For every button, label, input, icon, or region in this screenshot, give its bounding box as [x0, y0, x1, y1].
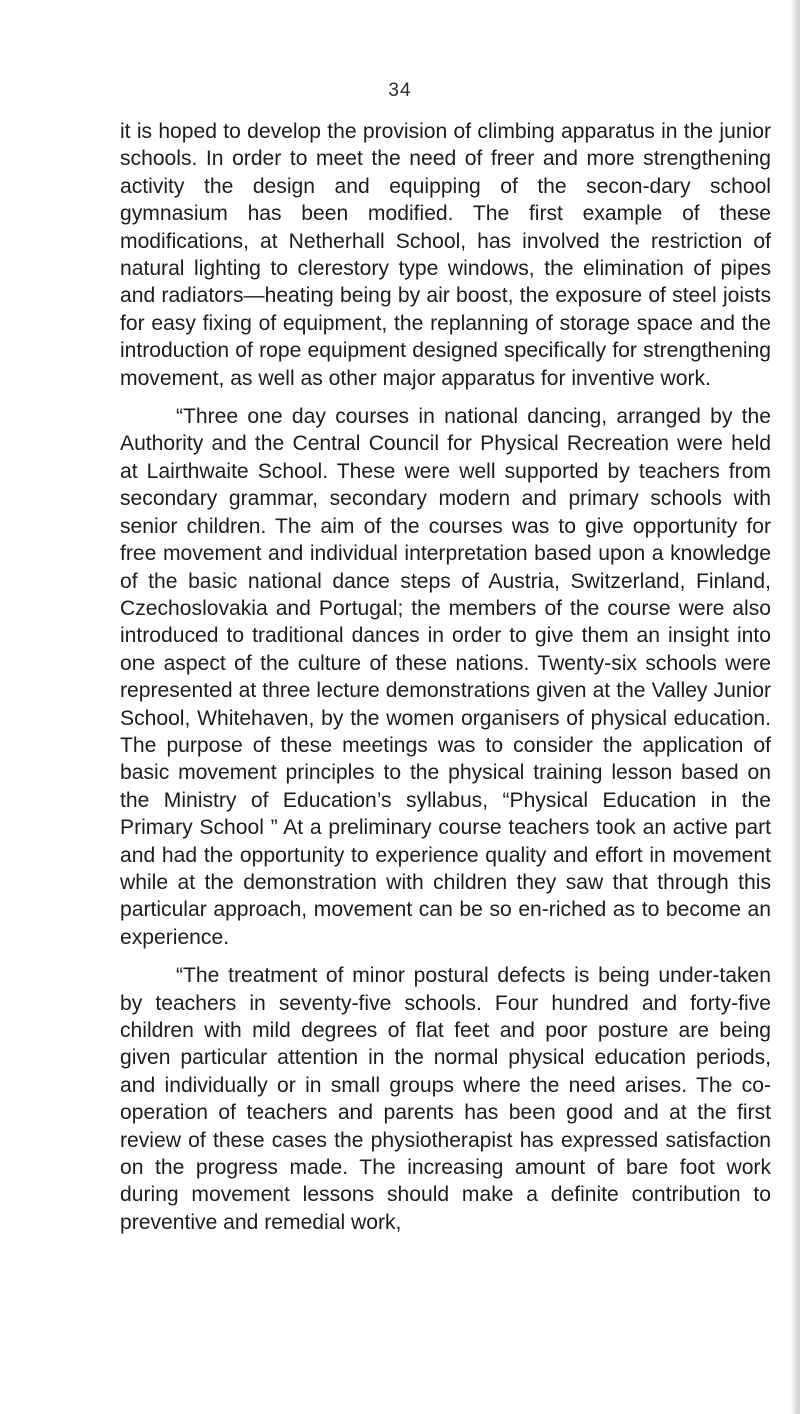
- body-text: [120, 118, 771, 1236]
- page-edge-line: [796, 0, 797, 1414]
- paragraph-postural-defects: “The treatment of minor postural defects is being under-taken by teachers in seventy-five schools. Four hundred and forty-five children with mild degrees of flat feet and poor posture are being given particular attention in the normal physical education periods, and individually or in small groups where the need arises. The co-operation of teachers and parents has been good and at the first review of these cases the physiotherapist has expressed satisfaction on the progress made. The increasing amount of bare foot work during movement lessons should make a definite contribution to preventive and remedial work,: [120, 964, 771, 1234]
- page-number: 34: [388, 80, 412, 101]
- page-edge-shadow: [790, 0, 800, 1414]
- paragraph-gymnasium: it is hoped to develop the provision of climbing apparatus in the junior schools. In order to meet the need of freer and more strengthening activity the design and equipping of the secon-dary school gymnasium has been modified. The first example of these modifications, at Netherhall School, has involved the restriction of natural lighting to clerestory type windows, the elimination of pipes and radiators—heating being by air boost, the exposure of steel joists for easy fixing of equipment, the replanning of storage space and the introduction of rope equipment designed specifically for strengthening movement, as well as other major apparatus for inventive work.: [120, 120, 771, 390]
- paragraph-national-dancing: “Three one day courses in national dancing, arranged by the Authority and the Central Council for Physical Recreation were held at Lairthwaite School. These were well supported by teachers from secondary grammar, secondary modern and primary schools with senior children. The aim of the courses was to give opportunity for free movement and individual interpretation based upon a knowledge of the basic national dance steps of Austria, Switzerland, Finland, Czechoslovakia and Portugal; the members of the course were also introduced to traditional dances in order to give them an insight into one aspect of the culture of these nations. Twenty-six schools were represented at three lecture demonstrations given at the Valley Junior School, Whitehaven, by the women organisers of physical education. The purpose of these meetings was to consider the application of basic movement principles to the physical training lesson based on the Ministry of Education’s syllabus, “Physical Education in the Primary School ” At a preliminary course teachers took an active part and had the opportunity to experience quality and effort in movement while at the demonstration with children they saw that through this particular approach, movement can be so en-riched as to become an experience.: [120, 405, 771, 949]
